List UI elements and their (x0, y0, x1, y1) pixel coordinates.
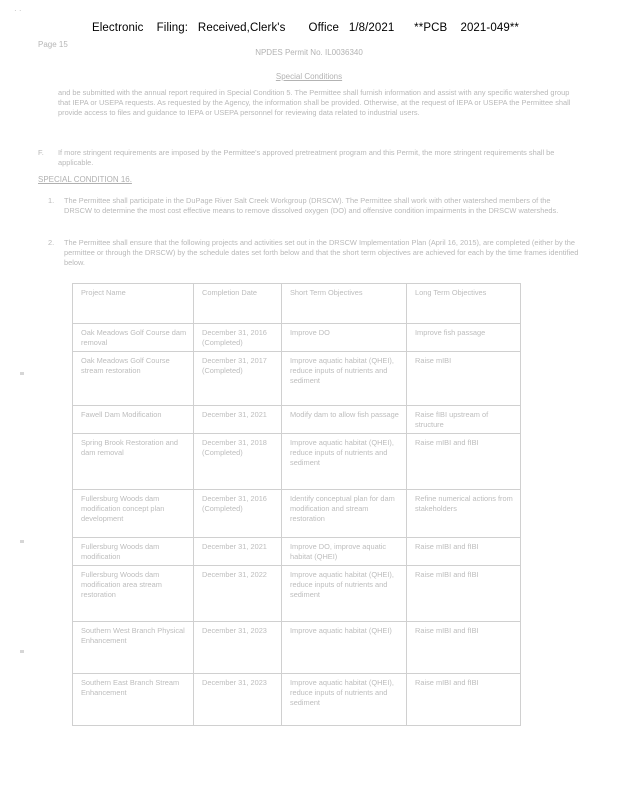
cell-project: Spring Brook Restoration and dam removal (73, 434, 194, 490)
item-1-number: 1. (48, 196, 55, 205)
table-row (73, 490, 521, 538)
cell-date: December 31, 2023 (194, 674, 282, 726)
cell-project: Oak Meadows Golf Course dam removal (73, 324, 194, 352)
scan-artifact-mark (20, 540, 24, 543)
cell-long-term: Raise mIBI and fIBI (407, 434, 521, 490)
cell-long-term: Raise mIBI and fIBI (407, 566, 521, 622)
table-row (73, 434, 521, 490)
cell-short-term: Identify conceptual plan for dam modification and stream restoration (282, 490, 407, 538)
paragraph-f: If more stringent requirements are imposed by the Permittee's approved pretreatment program and this Permit, the more stringent requirements shall be applicable. (58, 148, 555, 167)
cell-project: Oak Meadows Golf Course stream restoration (73, 352, 194, 406)
cell-date: December 31, 2021 (194, 406, 282, 434)
cell-project: Fullersburg Woods dam modification concept plan development (73, 490, 194, 538)
table-row (73, 538, 521, 566)
permit-header: NPDES Permit No. IL0036340 (255, 48, 363, 57)
section-title: SPECIAL CONDITION 16. (38, 175, 132, 184)
table-row (73, 566, 521, 622)
cell-short-term: Improve aquatic habitat (QHEI), reduce inputs of nutrients and sediment (282, 352, 407, 406)
table-row (73, 674, 521, 726)
page-number: Page 15 (38, 40, 68, 49)
cell-project: Fawell Dam Modification (73, 406, 194, 434)
projects-table (72, 283, 521, 726)
cell-short-term: Modify dam to allow fish passage (282, 406, 407, 434)
cell-project: Fullersburg Woods dam modification (73, 538, 194, 566)
cell-date: December 31, 2017 (Completed) (194, 352, 282, 406)
item-2-number: 2. (48, 238, 55, 247)
table-row (73, 352, 521, 406)
scan-artifact-mark (20, 650, 24, 653)
cell-date: December 31, 2016 (Completed) (194, 324, 282, 352)
cell-long-term: Raise mIBI (407, 352, 521, 406)
cell-short-term: Improve DO (282, 324, 407, 352)
cell-short-term: Improve DO, improve aquatic habitat (QHEI) (282, 538, 407, 566)
cell-short-term: Improve aquatic habitat (QHEI), reduce inputs of nutrients and sediment (282, 434, 407, 490)
paragraph-f-letter: F. (38, 148, 44, 157)
header-long-term-objectives: Long Term Objectives (407, 284, 521, 324)
scan-artifact-mark (20, 372, 24, 375)
cell-project: Southern East Branch Stream Enhancement (73, 674, 194, 726)
cell-date: December 31, 2018 (Completed) (194, 434, 282, 490)
cell-project: Southern West Branch Physical Enhancement (73, 622, 194, 674)
cell-long-term: Raise mIBI and fIBI (407, 538, 521, 566)
item-1-text: The Permittee shall participate in the DuPage River Salt Creek Workgroup (DRSCW). The Permittee shall work with other watershed members of the DRSCW to determine the most cost effective means to remove dissolved oxygen (DO) and offensive condition impairments in the DRSCW watersheds. (64, 196, 559, 215)
cell-date: December 31, 2022 (194, 566, 282, 622)
special-conditions-header: Special Conditions (275, 72, 343, 81)
cell-short-term: Improve aquatic habitat (QHEI), reduce inputs of nutrients and sediment (282, 674, 407, 726)
header-short-term-objectives: Short Term Objectives (282, 284, 407, 324)
cell-long-term: Raise mIBI and fIBI (407, 674, 521, 726)
cell-short-term: Improve aquatic habitat (QHEI), reduce inputs of nutrients and sediment (282, 566, 407, 622)
cell-long-term: Refine numerical actions from stakeholders (407, 490, 521, 538)
cell-long-term: Improve fish passage (407, 324, 521, 352)
cell-date: December 31, 2021 (194, 538, 282, 566)
table-row (73, 324, 521, 352)
header-completion-date: Completion Date (194, 284, 282, 324)
item-2-text: The Permittee shall ensure that the following projects and activities set out in the DRSCW Implementation Plan (April 16, 2015), are completed (either by the permittee or through the DRSCW) by the schedule dates set forth below and that the short term objectives are achieved for each by the time frames identified below. (64, 238, 579, 267)
cell-project: Fullersburg Woods dam modification area stream restoration (73, 566, 194, 622)
header-project-name: Project Name (73, 284, 194, 324)
table-row (73, 622, 521, 674)
table-header-row (73, 284, 521, 324)
table-row (73, 406, 521, 434)
cell-short-term: Improve aquatic habitat (QHEI) (282, 622, 407, 674)
scan-speck-marks: · · (14, 6, 22, 15)
cell-long-term: Raise mIBI and fIBI (407, 622, 521, 674)
cell-date: December 31, 2023 (194, 622, 282, 674)
electronic-filing-stamp: Electronic Filing: Received,Clerk's Office 1/8/2021 **PCB 2021-049** (92, 22, 519, 34)
cell-long-term: Raise fIBI upstream of structure (407, 406, 521, 434)
cell-date: December 31, 2016 (Completed) (194, 490, 282, 538)
intro-paragraph: and be submitted with the annual report required in Special Condition 5. The Permittee shall furnish information and assist with any specific watershed group that IEPA or USEPA requests. As requested by the Agency, the information shall be provided. Otherwise, at the request of IEPA or USEPA the Permittee shall provide access to files and guidance to IEPA or USEPA personnel for reviewing data related to industrial users. (58, 88, 571, 117)
